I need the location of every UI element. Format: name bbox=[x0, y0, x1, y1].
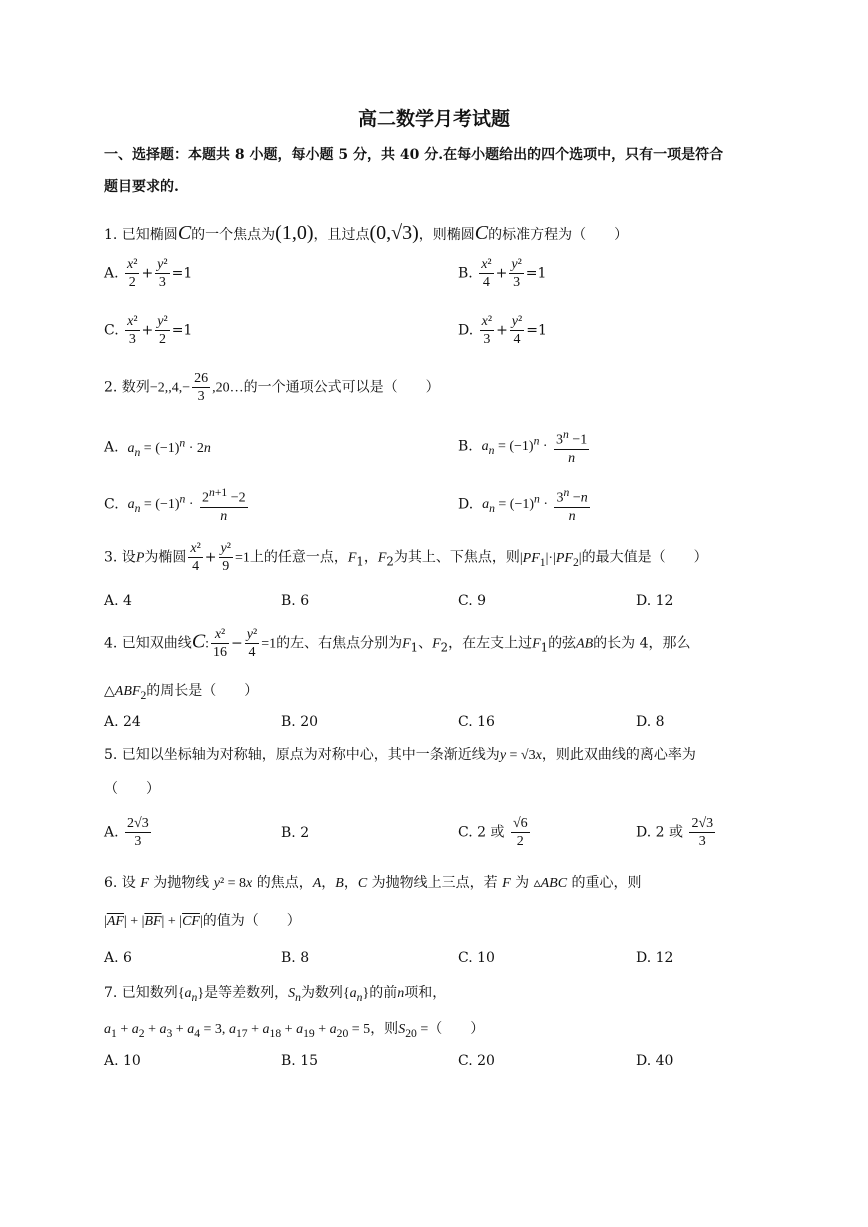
q2-option-c: C. $a_n = (-1)^n$ · $\frac{2^{n+1} -2}{n}$ bbox=[104, 486, 246, 524]
q1-option-d: D. $\frac{\text{x²}}{3}$ + $\frac{\text{y²}}{4}$ =1 bbox=[458, 314, 547, 347]
q2-option-d: D. $a_n = (-1)^n$ · $\frac{3^n -n}{n}$ bbox=[458, 486, 588, 524]
q7-option-d: D. 40 bbox=[636, 1053, 674, 1069]
q4-option-d: D. 8 bbox=[636, 714, 665, 730]
q3-option-c: C. 9 bbox=[458, 593, 487, 609]
q6-option-a: A. 6 bbox=[104, 950, 132, 966]
question-5-line1: 5. 已知以坐标轴为对称轴，原点为对称中心，其中一条渐近线为y = √3x，则此双曲线的离心率为 bbox=[104, 747, 696, 763]
question-3: 3. 设P为椭圆 $\frac{\text{x²}}{4}$ + $\frac{\text{y²}}{9}$ =1上的任意一点，$F_1$，$F_2$为其上、下焦点，则$|PF_1|\cdot|PF_2|$的最大值是（ ） bbox=[104, 541, 708, 574]
question-7-line2: $a_1 + a_2 + a_3 + a_4 = 3$, $a_{17} + a_{18} + a_{19} + a_{20} = 5$，则$S_{20}$ =（ ） bbox=[104, 1021, 485, 1040]
q5-option-d: D. 2 或 $\frac{2√3}{3}$ bbox=[636, 816, 714, 849]
question-7-line1: 7. 已知数列$\{a_n\}$是等差数列，$S_n$为数列$\{a_n\}$的前n项和， bbox=[104, 985, 447, 1004]
section-heading-line2: 题目要求的. bbox=[104, 179, 179, 195]
q4-option-b: B. 20 bbox=[281, 714, 319, 730]
q2-option-b: B. $a_n = (-1)^n$ · $\frac{3^n -1}{n}$ bbox=[458, 428, 588, 466]
question-6-line1: 6. 设 F 为抛物线 y² = 8x 的焦点，A，B，C 为抛物线上三点，若 F 为 ▵ABC 的重心，则 bbox=[104, 875, 642, 891]
q5-option-c: C. 2 或 $\frac{√6}{2}$ bbox=[458, 816, 528, 849]
question-4-line1: 4. 已知双曲线C: $\frac{\text{x²}}{16}$ − $\frac{\text{y²}}{4}$ =1的左、右焦点分别为$F_1$、$F_2$，在左支上过$F_1$的弦AB的长为 4，那么 bbox=[104, 627, 691, 660]
question-2: 2. 数列−2,,4,− $\frac{26}{3}$ ,20…的一个通项公式可以是（ ） bbox=[104, 371, 440, 404]
q1-option-c: C. $\frac{\text{x²}}{3}$ + $\frac{\text{y²}}{2}$ =1 bbox=[104, 314, 193, 347]
q3-option-a: A. 4 bbox=[104, 593, 132, 609]
q4-option-c: C. 16 bbox=[458, 714, 495, 730]
q7-option-c: C. 20 bbox=[458, 1053, 495, 1069]
question-5-line2: （ ） bbox=[104, 781, 160, 797]
question-1: 1. 已知椭圆C的一个焦点为(1,0)，且过点(0,√3)，则椭圆C的标准方程为（ ） bbox=[104, 222, 629, 244]
q2-option-a: A. $a_n = (-1)^n \cdot 2n$ bbox=[104, 436, 211, 459]
question-6-line2: $|\overline{AF}| + |\overline{BF}| + |\overline{CF}|$的值为（ ） bbox=[104, 913, 301, 929]
q7-option-a: A. 10 bbox=[104, 1053, 141, 1069]
q6-option-b: B. 8 bbox=[281, 950, 310, 966]
q7-option-b: B. 15 bbox=[281, 1053, 319, 1069]
q1-option-b: B. $\frac{\text{x²}}{4}$ + $\frac{\text{y²}}{3}$ =1 bbox=[458, 257, 547, 290]
q3-option-d: D. 12 bbox=[636, 593, 674, 609]
q6-option-c: C. 10 bbox=[458, 950, 495, 966]
section-heading-line1: 一、选择题：本题共 8 小题，每小题 5 分，共 40 分.在每小题给出的四个选项中，只有一项是符合 bbox=[104, 147, 724, 163]
q1-option-a: A. $\frac{\text{x²}}{2}$ + $\frac{\text{y²}}{3}$ =1 bbox=[104, 257, 193, 290]
q6-option-d: D. 12 bbox=[636, 950, 674, 966]
page-title: 高二数学月考试题 bbox=[357, 108, 510, 130]
q5-option-b: B. 2 bbox=[281, 825, 310, 841]
q4-option-a: A. 24 bbox=[104, 714, 141, 730]
q3-option-b: B. 6 bbox=[281, 593, 310, 609]
question-4-line2: $\triangle ABF_2$的周长是（ ） bbox=[104, 683, 259, 702]
q5-option-a: A. $\frac{2√3}{3}$ bbox=[104, 816, 149, 849]
